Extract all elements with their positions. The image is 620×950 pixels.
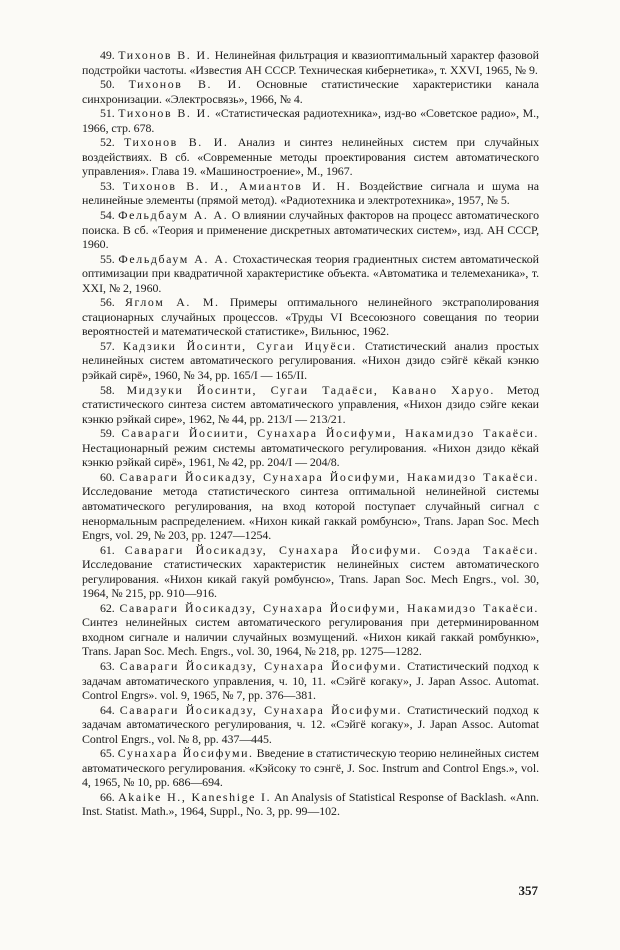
reference-text: Исследование метода статистического синтеза оптимальной нелинейной системы автоматического регулирования, на вход которой поступает случайный сигнал с ненормальным распределением. «Нихон кикай гаккай ромбунсю», Trans. Japan Soc. Mech Engrs, vol. 29, № 203, pp. 1247—1254. [82, 484, 539, 543]
reference-item [82, 383, 539, 427]
reference-item [82, 790, 539, 819]
reference-item [82, 470, 539, 543]
reference-author: Тихонов В. И. [128, 77, 243, 92]
reference-author: Савараги Йосикадзу, Сунахара Йосифуми. [119, 702, 403, 717]
reference-author: Фельдбаум А. А. [118, 208, 229, 223]
reference-text: Анализ и синтез нелинейных систем при случайных воздействиях. В сб. «Современные методы проектирования систем автоматического управления». Глава 19. «Машиностроение», М., 1967. [82, 135, 539, 179]
reference-item [82, 659, 539, 703]
reference-number: 66. [100, 789, 115, 804]
reference-author: Тихонов В. И., Амиантов И. Н. [122, 178, 352, 193]
reference-number: 52. [100, 135, 115, 150]
reference-number: 53. [100, 178, 115, 193]
reference-item [82, 295, 539, 339]
reference-author: Яглом А. М. [124, 295, 220, 310]
reference-number: 65. [100, 746, 115, 761]
reference-number: 50. [100, 77, 115, 92]
reference-text: Метод статистического синтеза систем автоматического управления, «Нихон дзидо сэйге кекаи кэнкю рэйкай сире», 1962, № 44, pp. 213/I — 213/21. [82, 382, 539, 426]
reference-author: Савараги Йосикадзу, Сунахара Йосифуми, Накамидзо Такаёси. [119, 600, 539, 615]
reference-number: 60. [100, 469, 115, 484]
reference-list [82, 48, 539, 819]
reference-number: 63. [100, 658, 115, 673]
reference-text: «Статистическая радиотехника», изд-во «Советское радио», М., 1966, стр. 678. [82, 106, 539, 135]
reference-item [82, 77, 539, 106]
reference-number: 62. [100, 600, 115, 615]
reference-author: Савараги Йосикадзу, Сунахара Йосифуми, Накамидзо Такаёси. [119, 469, 539, 484]
reference-text: An Analysis of Statistical Response of Backlash. «Ann. Inst. Statist. Math.», 1964, Suppl., No. 3, pp. 99—102. [82, 789, 539, 819]
reference-number: 59. [100, 426, 115, 441]
reference-text: Синтез нелинейных систем автоматического регулирования при детерминированном входном сигнале и наличии случайных возмущений. «Нихон кикай гаккай ромбункю», Trans. Japan Soc. Mech. Engrs., vol. 30, 1964, № 218, pp. 1275—1282. [82, 615, 539, 659]
reference-number: 58. [100, 382, 115, 397]
reference-author: Akaike H., Kaneshige I. [118, 789, 272, 804]
page-number: 357 [518, 883, 538, 898]
reference-text: Примеры оптимального нелинейного экстраполирования стационарных случайных процессов. «Труды VI Всесоюзного совещания по теории вероятностей и математической статистике», Вильнюс, 1962. [82, 295, 539, 339]
reference-author: Сунахара Йосифуми. [117, 746, 254, 761]
reference-number: 49. [100, 48, 115, 62]
reference-text: Стохастическая теория градиентных систем автоматической оптимизации при квадратичной характеристике объекта. «Автоматика и телемеханика», т. XXI, № 2, 1960. [82, 251, 539, 295]
reference-item [82, 252, 539, 296]
reference-author: Савараги Йосикадзу, Сунахара Йосифуми. [119, 658, 403, 673]
reference-author: Савараги Йосиити, Сунахара Йосифуми, Накамидзо Такаёси. [121, 426, 539, 441]
reference-item [82, 601, 539, 659]
reference-author: Тихонов В. И. [118, 106, 212, 121]
reference-item [82, 106, 539, 135]
reference-text: Нелинейная фильтрация и квазиоптимальный характер фазовой подстройки частоты. «Известия АН СССР. Техническая кибернетика», т. XXVI, 1965, № 9. [82, 48, 539, 77]
reference-text: Нестационарный режим системы автоматического регулирования. «Нихон дзидо кёкай кэнкю рэйкай сирё», 1961, № 42, pp. 204/I — 204/8. [82, 440, 539, 470]
reference-number: 56. [100, 295, 115, 310]
reference-item [82, 135, 539, 179]
reference-text: Воздействие сигнала и шума на нелинейные элементы (прямой метод). «Радиотехника и электротехника», 1957, № 5. [82, 178, 539, 208]
reference-number: 64. [100, 702, 115, 717]
reference-author: Мидзуки Йосинти, Сугаи Тадаёси, Кавано Харуо. [126, 382, 495, 397]
reference-text: Исследование статистических характеристик нелинейных систем автоматического регулирования. «Нихон кикай гакуй ромбунсю», Trans. Japan Soc. Mech Engrs., vol. 30, 1964, № 215, pp. 910—916. [82, 557, 539, 601]
reference-author: Савараги Йосикадзу, Сунахара Йосифуми. Соэда Такаёси. [124, 542, 539, 557]
reference-author: Кадзики Йосинти, Сугаи Ицуёси. [123, 338, 357, 353]
reference-text: Статистический подход к задачам автоматического управления, ч. 10, 11. «Сэйгё когаку», J. Japan Assoc. Automat. Control Engrs». vol. 9, 1965, № 7, pp. 376—381. [82, 658, 539, 703]
reference-item [82, 339, 539, 383]
reference-item [82, 426, 539, 470]
reference-text: Основные статистические характеристики канала синхронизации. «Электросвязь», 1966, № 4. [82, 77, 539, 106]
reference-item [82, 703, 539, 747]
reference-text: О влиянии случайных факторов на процесс автоматического поиска. В сб. «Теория и применение дискретных автоматических систем», изд. АН СССР, 1960. [82, 208, 539, 252]
reference-item [82, 746, 539, 790]
reference-item [82, 543, 539, 601]
reference-number: 57. [100, 338, 115, 353]
reference-text: Введение в статистическую теорию нелинейных систем автоматического регулирования. «Кэйсоку то сэнгё, J. Soc. Instrum and Control Engs.», vol. 4, 1965, № 10, pp. 686—694. [82, 746, 539, 790]
reference-number: 55. [100, 251, 115, 266]
reference-number: 51. [100, 106, 115, 121]
reference-item [82, 208, 539, 252]
reference-author: Тихонов В. И. [118, 48, 212, 62]
reference-item [82, 48, 539, 77]
reference-author: Тихонов В. И. [123, 135, 229, 150]
reference-text: Статистический подход к задачам автоматического регулирования, ч. 12. «Сэйгё когаку», J. Japan Assoc. Automat Control Engrs., vol. № 8, pp. 437—445. [82, 702, 539, 746]
reference-text: Статистический анализ простых нелинейных систем автоматического регулирования. «Нихон дзидо сэйгё кёкай кэнкю рэйкай сирё», 1960, № 34, pp. 165/I — 165/II. [82, 338, 539, 383]
reference-number: 54. [100, 208, 115, 223]
reference-item [82, 179, 539, 208]
reference-number: 61. [100, 542, 115, 557]
reference-author: Фельдбаум А. А. [118, 251, 230, 266]
